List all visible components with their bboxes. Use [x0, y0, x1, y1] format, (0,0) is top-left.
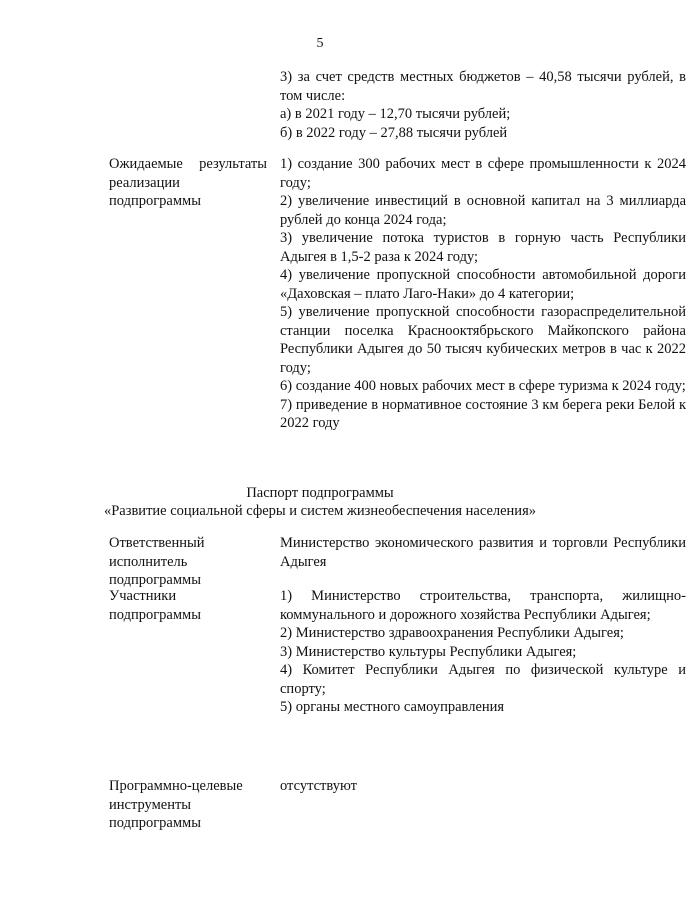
expected-results-value: [280, 155, 686, 433]
result-item: 1) создание 300 рабочих мест в сфере промышленности к 2024 году;: [280, 156, 686, 191]
result-item: 2) увеличение инвестиций в основной капитал на 3 миллиарда рублей до конца 2024 года;: [280, 193, 686, 228]
participant-item: 1) Министерство строительства, транспорта, жилищно-коммунального и дорожного хозяйства Республики Адыгея;: [280, 588, 686, 623]
expected-results-label: Ожидаемые результаты реализации подпрограммы: [109, 156, 267, 209]
result-item: 3) увеличение потока туристов в горную часть Республики Адыгея в 1,5-2 раза к 2024 году;: [280, 230, 686, 265]
page-number: 5: [316, 36, 324, 51]
participant-item: 4) Комитет Республики Адыгея по физической культуре и спорту;: [280, 662, 686, 697]
result-item: 4) увеличение пропускной способности автомобильной дороги «Даховская – плато Лаго-Наки» до 4 категории;: [280, 267, 686, 302]
passport-title: Паспорт подпрограммы: [246, 485, 394, 501]
result-item: 7) приведение в нормативное состояние 3 км берега реки Белой к 2022 году: [280, 396, 686, 431]
instruments-value: отсутствуют: [280, 778, 357, 794]
passport-subtitle: «Развитие социальной сферы и систем жизнеобеспечения населения»: [103, 503, 536, 519]
result-item: 6) создание 400 новых рабочих мест в сфере туризма к 2024 году;: [280, 378, 686, 394]
participant-item: 2) Министерство здравоохранения Республики Адыгея;: [280, 625, 624, 641]
funding-continuation-value: [280, 68, 686, 142]
executor-label: Ответственный исполнитель подпрограммы: [109, 535, 205, 588]
funding-line: а) в 2021 году – 12,70 тысячи рублей;: [280, 106, 511, 122]
executor-value: Министерство экономического развития и торговли Республики Адыгея: [280, 535, 686, 570]
participants-value: [280, 587, 686, 717]
funding-line: б) в 2022 году – 27,88 тысячи рублей: [280, 124, 508, 141]
participant-item: 3) Министерство культуры Республики Адыгея;: [280, 643, 577, 660]
participant-item: 5) органы местного самоуправления: [280, 699, 505, 715]
participants-label: Участники подпрограммы: [109, 588, 201, 623]
instruments-label: Программно-целевые инструменты подпрограммы: [109, 778, 243, 831]
funding-line: 3) за счет средств местных бюджетов – 40,58 тысячи рублей, в том числе:: [280, 69, 686, 104]
result-item: 5) увеличение пропускной способности газораспределительной станции поселка Краснооктябрьского Майкопского района Республики Адыгея до 50 тысяч кубических метров в час к 2022 году;: [280, 304, 686, 376]
